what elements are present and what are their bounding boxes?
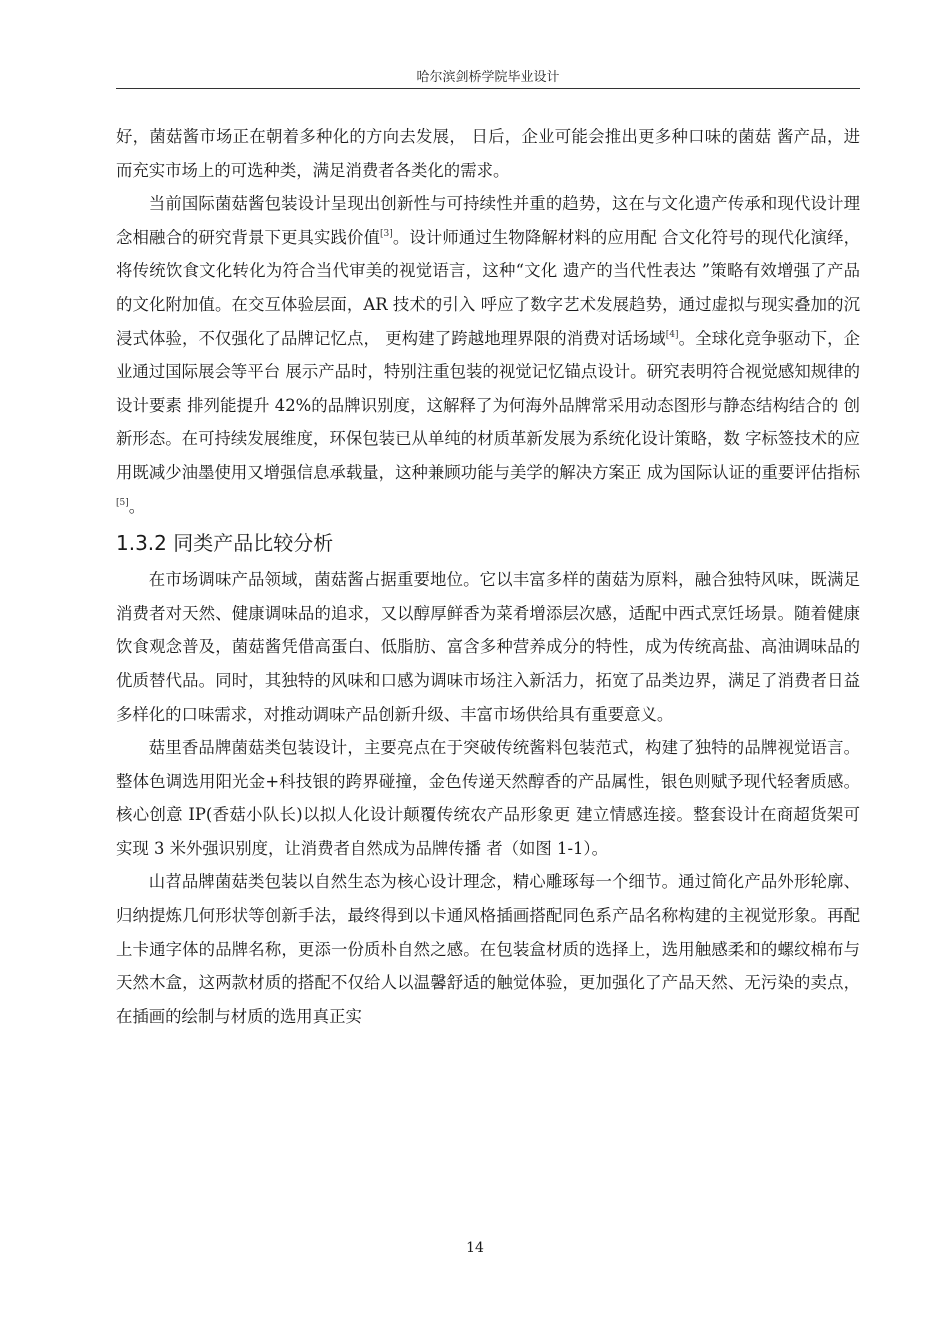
document-body [116, 120, 860, 1033]
running-header: 哈尔滨剑桥学院毕业设计 [416, 70, 560, 85]
section-heading: 1.3.2 同类产品比较分析 [116, 531, 334, 556]
page-number: 14 [466, 1240, 484, 1256]
paragraph-international-trends [116, 187, 860, 523]
paragraph-text: 。全球化竞争驱动下，企业通过国际展会等平台 展示产品时，特别注重包装的视觉记忆锚点设计。研究表明符合视觉感知规律的设计要素 排列能提升 42%的品牌识别度，这解释了为何海外品牌常采用动态图形与静态结构结合的 创新形态。在可持续发展维度，环保包装已从单纯的材质革新发展为系统化设计策略，数 字标签技术的应用既减少油墨使用又增强信息承载量，这种兼顾功能与美学的解决方案正 成为国际认证的重要评估指标 [116, 328, 860, 482]
header-divider [116, 88, 860, 89]
citation-ref-4[interactable]: [4] [665, 329, 679, 340]
citation-ref-5[interactable]: [5] [116, 497, 129, 508]
paragraph-text: 。 [128, 496, 146, 516]
paragraph-continuation: 好，菌菇酱市场正在朝着多种化的方向去发展， 日后，企业可能会推出更多种口味的菌菇 酱产品，进而充实市场上的可选种类，满足消费者各类化的需求。 [116, 127, 860, 180]
paragraph-brand-guli: 菇里香品牌菌菇类包装设计，主要亮点在于突破传统酱料包装范式，构建了独特的品牌视觉语言。整体色调选用阳光金+科技银的跨界碰撞，金色传递天然醇香的产品属性，银色则赋予现代轻奢质感。核心创意 IP(香菇小队长)以拟人化设计颠覆传统农产品形象更 建立情感连接。整套设计在商超货架可实现 3 米外强识别度，让消费者自然成为品牌传播 者（如图 1-1）。 [116, 738, 860, 858]
paragraph-market-position: 在市场调味产品领域，菌菇酱占据重要地位。它以丰富多样的菌菇为原料，融合独特风味，既满足消费者对天然、健康调味品的追求，又以醇厚鲜香为菜肴增添层次感，适配中西式烹饪场景。随着健康饮食观念普及，菌菇酱凭借高蛋白、低脂肪、富含多种营养成分的特性，成为传统高盐、高油调味品的优质替代品。同时，其独特的风味和口感为调味市场注入新活力，拓宽了品类边界，满足了消费者日益多样化的口味需求，对推动调味产品创新升级、丰富市场供给具有重要意义。 [116, 570, 860, 724]
paragraph-brand-shantiao: 山苕品牌菌菇类包装以自然生态为核心设计理念，精心雕琢每一个细节。通过简化产品外形轮廓、归纳提炼几何形状等创新手法，最终得到以卡通风格插画搭配同色系产品名称构建的主视觉形象。再配上卡通字体的品牌名称，更添一份质朴自然之感。在包装盒材质的选择上，选用触感柔和的螺纹棉布与天然木盒，这两款材质的搭配不仅给人以温馨舒适的触觉体验，更加强化了产品天然、无污染的卖点，在插画的绘制与材质的选用真正实 [116, 872, 860, 1026]
paragraph-text: 。设计师通过生物降解材料的应用配 合文化符号的现代化演绎，将传统饮食文化转化为符合当代审美的视觉语言，这种“文化 遗产的当代性表达 ”策略有效增强了产品的文化附加值。在交互体验层面，AR 技术的引入 呼应了数字艺术发展趋势，通过虚拟与现实叠加的沉浸式体验，不仅强化了品牌记忆点， 更构建了跨越地理界限的消费对话场域 [116, 227, 861, 348]
citation-ref-3[interactable]: [3] [379, 228, 393, 239]
paragraph-text: 当前国际菌菇酱包装设计呈现出创新性与可持续性并重的趋势，这在与文化遗产传承和现代设计理念相融合的研究背景下更具实践价值 [116, 194, 860, 247]
